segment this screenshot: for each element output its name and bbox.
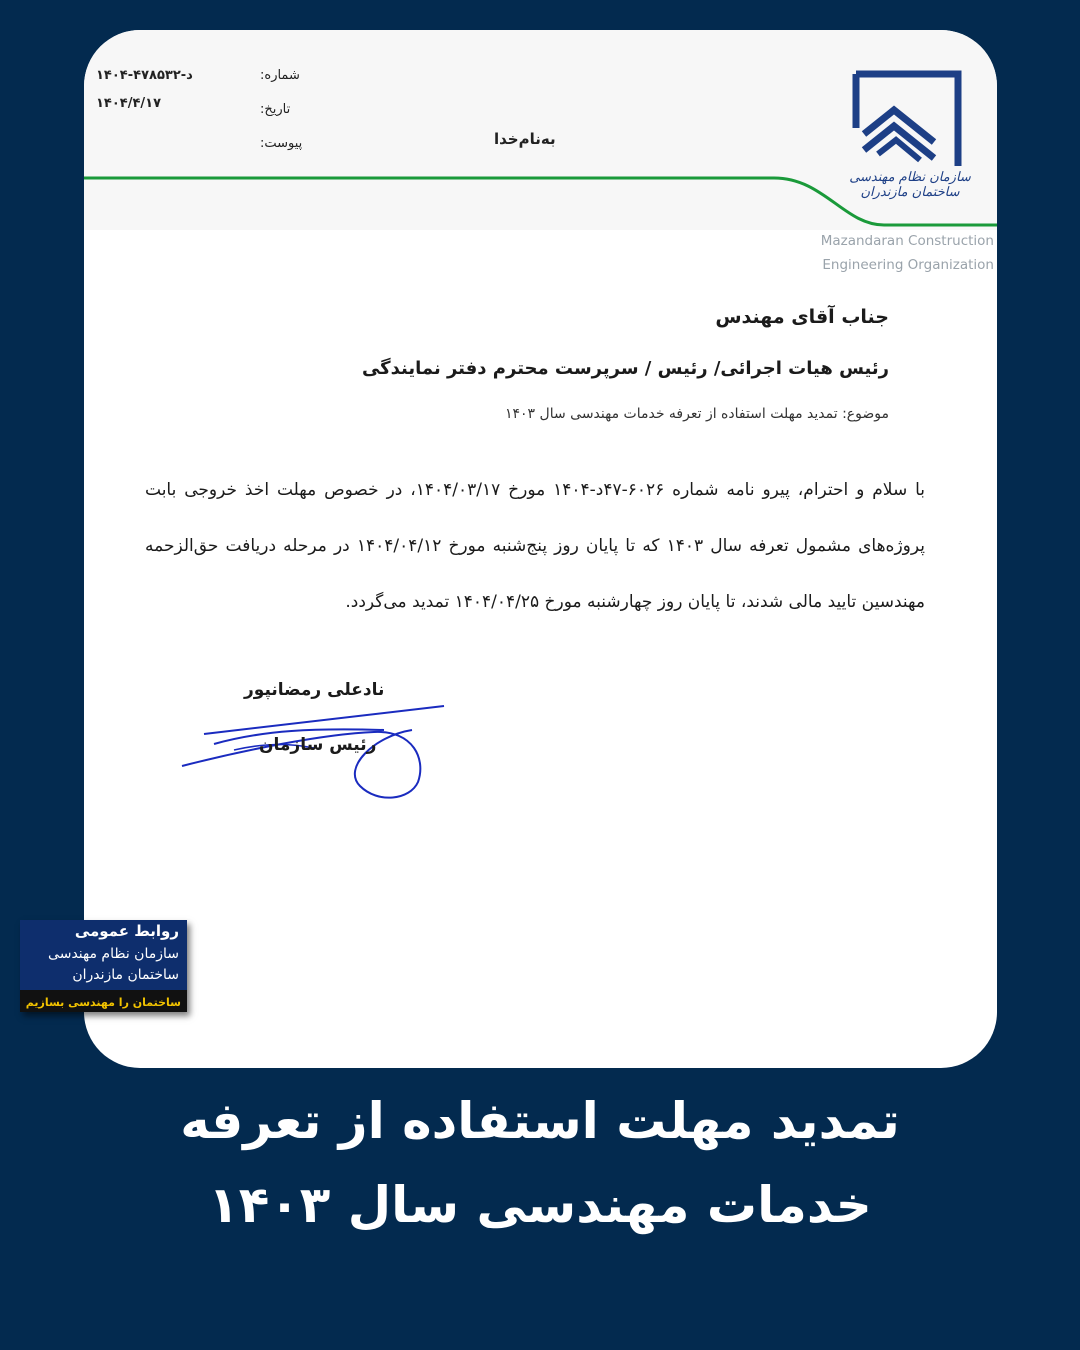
date-value: ۱۴۰۴/۴/۱۷ [96, 96, 162, 111]
badge-slogan: ساختمان را مهندسی بسازیم [25, 996, 181, 1009]
subject-line: موضوع: تمدید مهلت استفاده از تعرفه خدمات مهندسی سال ۱۴۰۳ [505, 406, 889, 422]
organization-name-en-line1: Mazandaran Construction [820, 233, 994, 249]
number-value: ۱۴۰۴-۴۷د-۸۵۳۲ [96, 68, 193, 83]
letter-card [84, 30, 997, 1068]
attachment-label: پیوست: [260, 136, 303, 151]
besmellah: به‌نام‌خدا [494, 130, 556, 148]
number-label: شماره: [260, 68, 300, 83]
headline-line-2: خدمات مهندسی سال ۱۴۰۳ [208, 1176, 872, 1234]
badge-line-3: ساختمان مازندران [72, 967, 179, 983]
headline-line-1: تمدید مهلت استفاده از تعرفه [180, 1092, 900, 1150]
organization-name-en-line2: Engineering Organization [822, 257, 994, 273]
badge-line-2: سازمان نظام مهندسی [48, 946, 179, 962]
letter-body: با سلام و احترام، پیرو نامه شماره ۶۰۲۶-۴۷د-۱۴۰۴ مورخ ۱۴۰۴/۰۳/۱۷، در خصوص مهلت اخذ خروجی بابت پروژه‌های مشمول تعرفه سال ۱۴۰۳ که تا پایان روز پنج‌شنبه مورخ ۱۴۰۴/۰۴/۱۲ در مرحله دریافت حق‌الزحمه مهندسین تایید مالی شدند، تا پایان روز چهارشنبه مورخ ۱۴۰۴/۰۴/۲۵ تمدید می‌گردد. [145, 480, 925, 612]
signer-title: رئیس سازمان [259, 735, 377, 755]
public-relations-badge [20, 920, 187, 1012]
recipient-title: رئیس هیات اجرائی/ رئیس / سرپرست محترم دفتر نمایندگی [361, 358, 889, 379]
organization-name-fa: سازمان نظام مهندسی ساختمان مازندران [849, 170, 971, 200]
signer-name: نادعلی رمضانپور [244, 680, 385, 700]
organization-logo-icon [824, 66, 964, 166]
salutation: جناب آقای مهندس [715, 306, 889, 328]
badge-line-1: روابط عمومی [74, 922, 179, 940]
date-label: تاریخ: [260, 102, 291, 117]
